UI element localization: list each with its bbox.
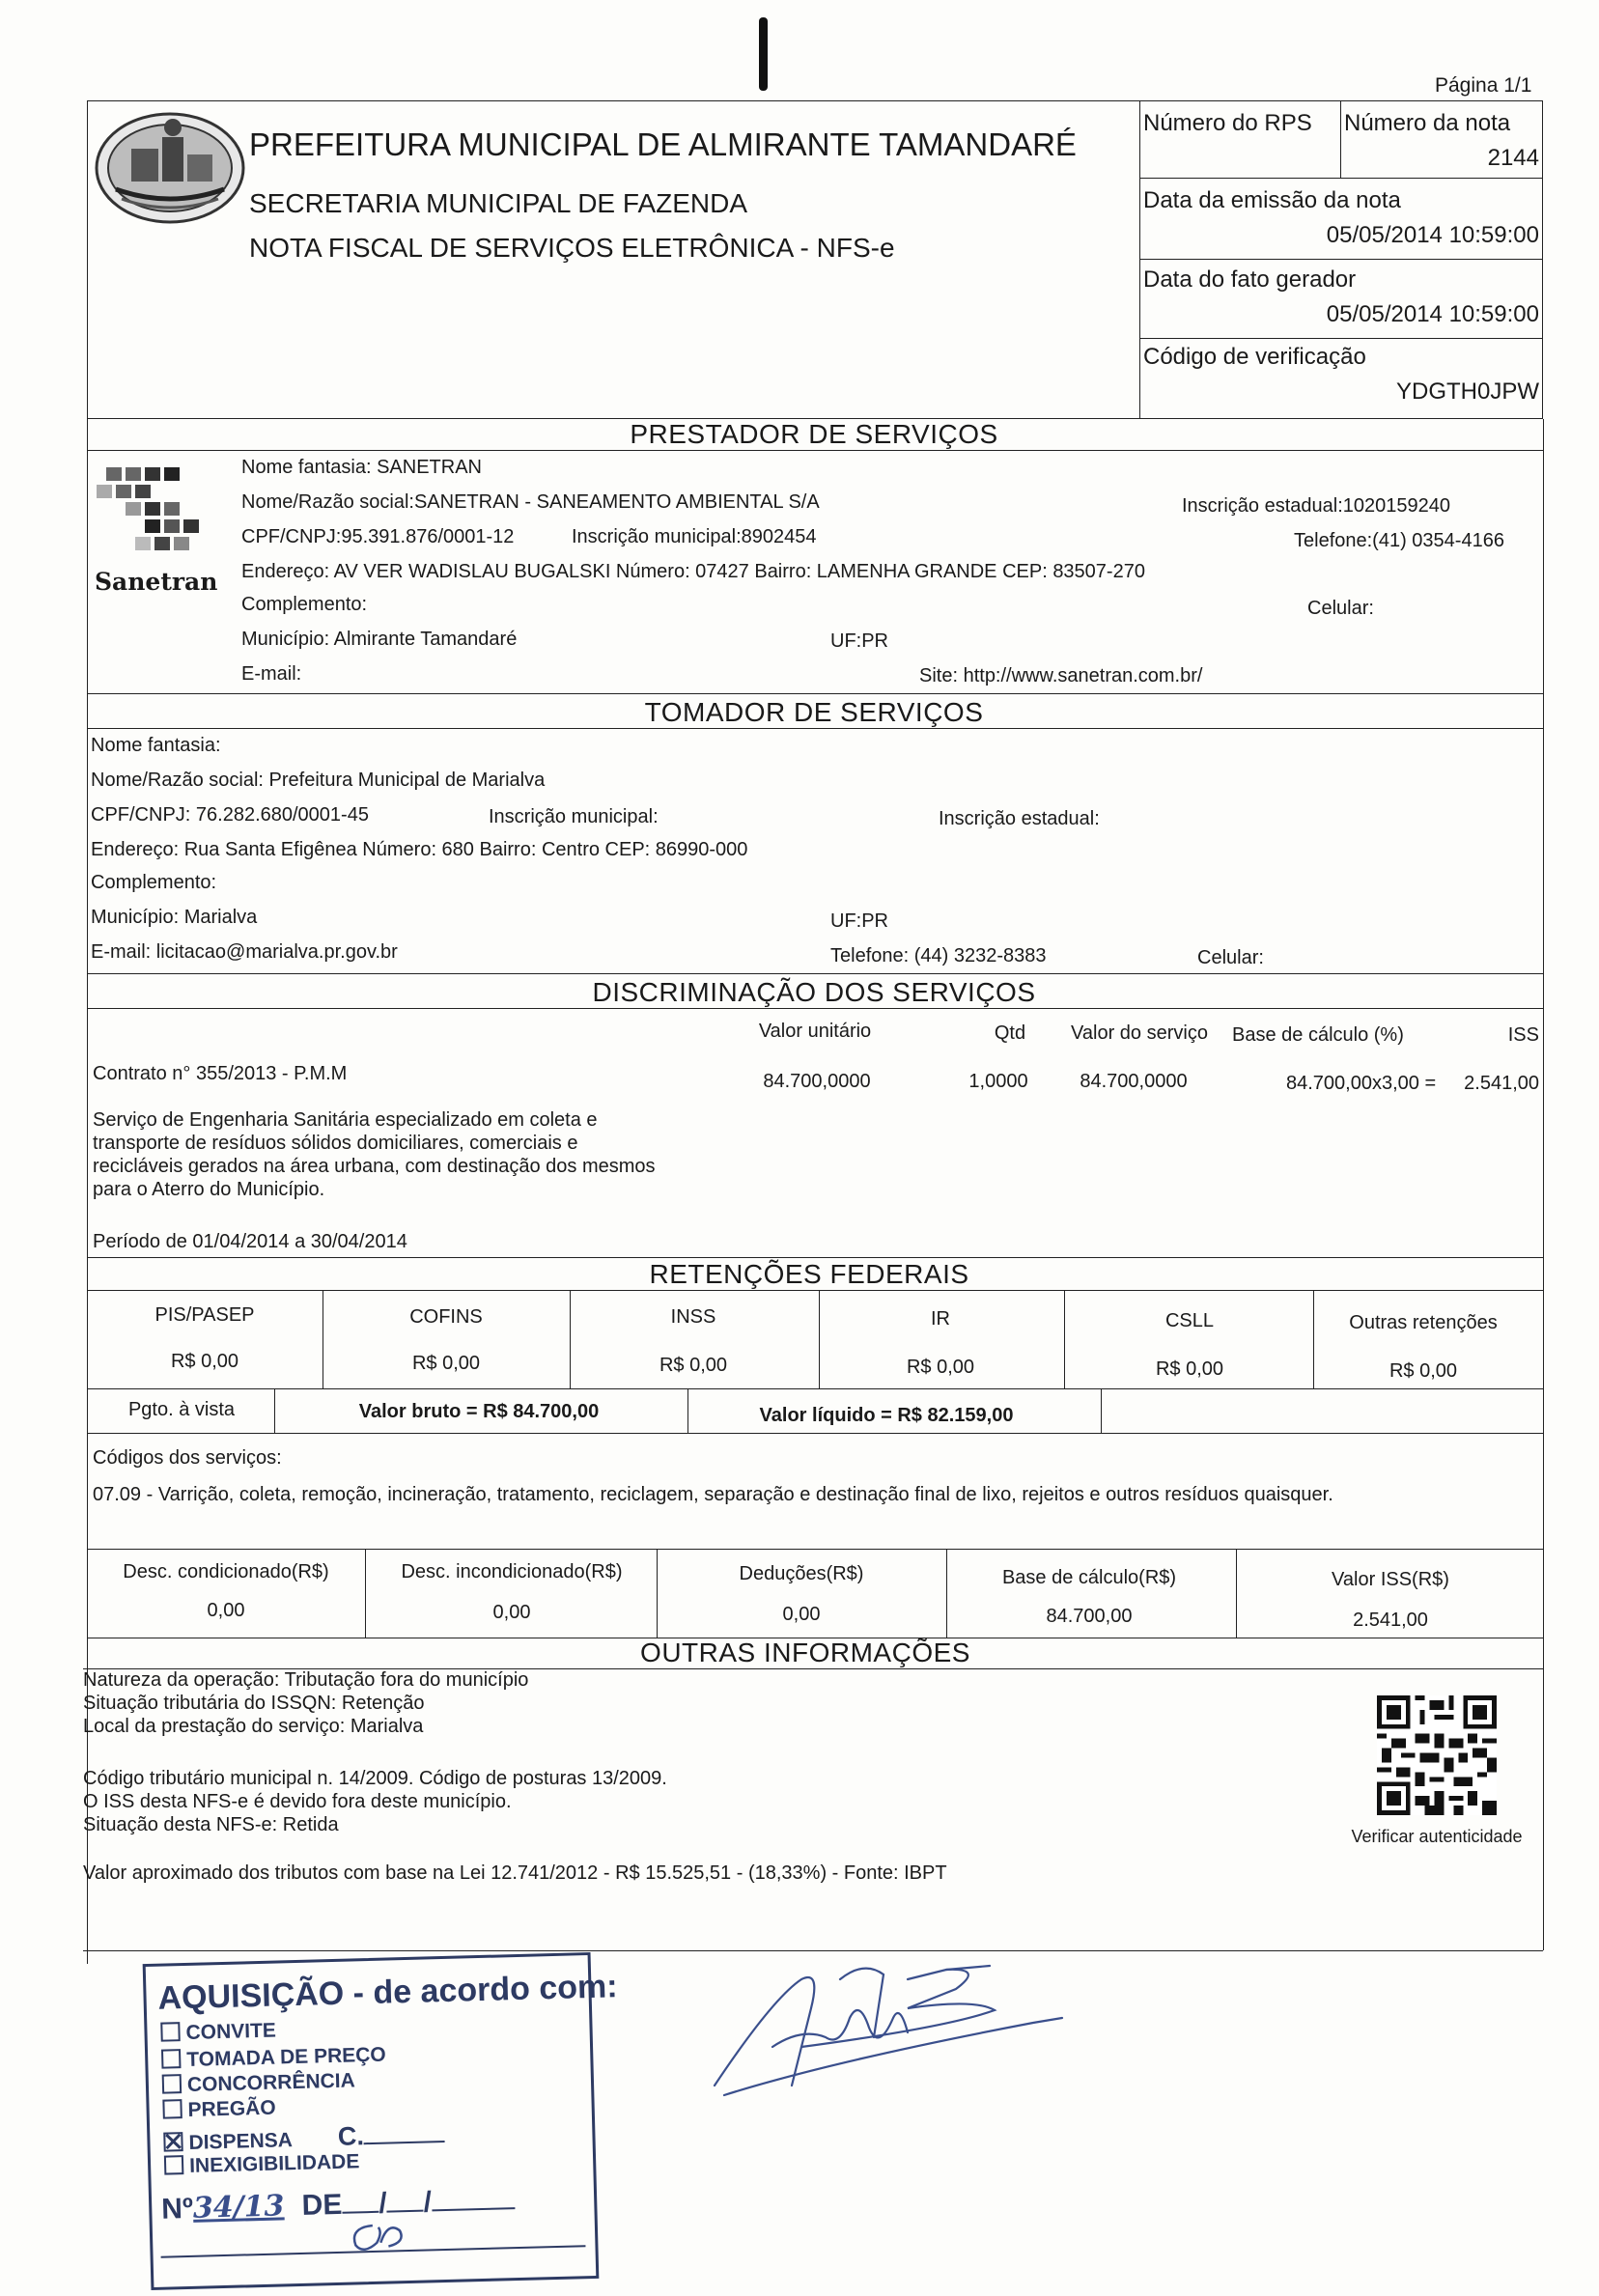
- ret-csll-label: CSLL: [1164, 1310, 1215, 1331]
- tomador-endereco: Endereço: Rua Santa Efigênea Número: 680 Bairro: Centro CEP: 86990-000: [91, 839, 748, 860]
- stamp-numero: Nº34/13 DE / /: [161, 2183, 516, 2226]
- ret-outras-value: R$ 0,00: [1389, 1360, 1458, 1382]
- situacao-tributaria: Situação tributária do ISSQN: Retenção: [83, 1693, 425, 1714]
- stamp-initials-icon: [344, 2213, 412, 2259]
- valor-servico: 84.700,0000: [1080, 1071, 1188, 1092]
- fato-gerador-date: 05/05/2014 10:59:00: [1326, 301, 1539, 327]
- stamp-title: AQUISIÇÃO - de acordo com:: [157, 1968, 618, 2017]
- fato-gerador-label: Data do fato gerador: [1143, 266, 1357, 293]
- prestador-nome-fantasia: Nome fantasia: SANETRAN: [241, 457, 482, 478]
- stamp-c-label: C.: [337, 2121, 365, 2151]
- tomador-email: E-mail: licitacao@marialva.pr.gov.br: [91, 941, 398, 963]
- desc-condicionado-value: 0,00: [207, 1600, 245, 1621]
- valor-iss-total: 2.541,00: [1353, 1610, 1428, 1631]
- qr-code-icon[interactable]: [1377, 1695, 1497, 1815]
- acquisition-stamp: [143, 1952, 618, 2290]
- tomador-cnpj: CPF/CNPJ: 76.282.680/0001-45: [91, 804, 369, 826]
- tomador-telefone: Telefone: (44) 3232-8383: [830, 945, 1047, 966]
- checkbox-icon: [162, 2099, 182, 2119]
- ret-ir-label: IR: [931, 1308, 950, 1330]
- periodo: Período de 01/04/2014 a 30/04/2014: [93, 1231, 407, 1252]
- valor-unitario: 84.700,0000: [763, 1071, 871, 1092]
- prestador-complemento: Complemento:: [241, 594, 368, 615]
- ret-pis-value: R$ 0,00: [170, 1351, 239, 1372]
- ret-outras-label: Outras retenções: [1349, 1312, 1498, 1333]
- prestador-site: Site: http://www.sanetran.com.br/: [919, 665, 1203, 686]
- prestador-uf: UF:PR: [830, 630, 888, 652]
- desc-incondicionado-label: Desc. incondicionado(R$): [401, 1561, 623, 1582]
- nota-number: 2144: [1487, 145, 1539, 171]
- checkbox-icon: [164, 2155, 184, 2175]
- descricao-line-3: recicláveis gerados na área urbana, com destinação dos mesmos: [93, 1156, 656, 1177]
- deducoes-label: Deduções(R$): [739, 1563, 864, 1584]
- ret-ir-value: R$ 0,00: [906, 1357, 975, 1378]
- valor-iss-label: Valor ISS(R$): [1332, 1569, 1449, 1590]
- valor-tributos: Valor aproximado dos tributos com base na Lei 12.741/2012 - R$ 15.525,51 - (18,33%) - Fonte: IBPT: [83, 1862, 947, 1884]
- document-type: NOTA FISCAL DE SERVIÇOS ELETRÔNICA - NFS-e: [249, 233, 895, 263]
- checked-box-icon: [163, 2132, 183, 2152]
- outras-section-title: OUTRAS INFORMAÇÕES: [640, 1638, 970, 1667]
- prestador-telefone: Telefone:(41) 0354-4166: [1294, 530, 1504, 551]
- base-calculo-label: Base de cálculo(R$): [1001, 1567, 1177, 1588]
- desc-condicionado-label: Desc. condicionado(R$): [123, 1561, 329, 1582]
- tomador-uf: UF:PR: [830, 910, 888, 932]
- city-seal-icon: [93, 108, 249, 228]
- contrato: Contrato n° 355/2013 - P.M.M: [93, 1063, 348, 1084]
- discriminacao-section-title: DISCRIMINAÇÃO DOS SERVIÇOS: [592, 977, 1036, 1007]
- codigo-label: Código de verificação: [1143, 344, 1366, 370]
- tomador-razao-social: Nome/Razão social: Prefeitura Municipal de Marialva: [91, 770, 546, 791]
- descricao-line-1: Serviço de Engenharia Sanitária especializado em coleta e: [93, 1109, 598, 1131]
- base-calculo-total: 84.700,00: [1046, 1606, 1133, 1627]
- page-subtitle: SECRETARIA MUNICIPAL DE FAZENDA: [249, 188, 748, 218]
- prestador-municipio: Município: Almirante Tamandaré: [241, 629, 518, 650]
- ret-inss-value: R$ 0,00: [659, 1355, 728, 1376]
- prestador-cnpj: CPF/CNPJ:95.391.876/0001-12: [241, 526, 515, 547]
- ret-cofins-label: COFINS: [409, 1306, 483, 1328]
- base-calculo-value: 84.700,00x3,00 =: [1286, 1073, 1437, 1094]
- prestador-celular: Celular:: [1307, 598, 1374, 619]
- col-iss: ISS: [1507, 1024, 1539, 1046]
- ret-pis-label: PIS/PASEP: [154, 1304, 255, 1326]
- local-prestacao: Local da prestação do serviço: Marialva: [83, 1716, 424, 1737]
- sanetran-logo-text: Sanetran: [95, 568, 218, 596]
- tomador-municipio: Município: Marialva: [91, 907, 258, 928]
- deducoes-value: 0,00: [782, 1604, 821, 1625]
- stamp-option-convite: CONVITE: [160, 2020, 276, 2046]
- signature-icon: [657, 1941, 1081, 2134]
- stamp-option-tomada: TOMADA DE PREÇO: [161, 2044, 386, 2073]
- ret-csll-value: R$ 0,00: [1155, 1358, 1224, 1380]
- stamp-option-pregao: PREGÃO: [162, 2097, 276, 2123]
- tomador-inscricao-estadual: Inscrição estadual:: [939, 808, 1100, 829]
- checkbox-icon: [162, 2074, 182, 2094]
- page-title: PREFEITURA MUNICIPAL DE ALMIRANTE TAMANDARÉ: [249, 126, 1077, 162]
- col-qtd: Qtd: [994, 1022, 1026, 1044]
- checkbox-icon: [161, 2049, 182, 2069]
- col-valor-unitario: Valor unitário: [758, 1021, 872, 1042]
- prestador-inscricao-estadual: Inscrição estadual:1020159240: [1182, 495, 1450, 517]
- stamp-numero-value: 34/13: [192, 2189, 285, 2226]
- tomador-section-title: TOMADOR DE SERVIÇOS: [644, 697, 984, 727]
- emissao-date: 05/05/2014 10:59:00: [1326, 222, 1539, 248]
- prestador-razao-social: Nome/Razão social:SANETRAN - SANEAMENTO AMBIENTAL S/A: [241, 491, 820, 513]
- prestador-email: E-mail:: [241, 663, 302, 685]
- tomador-celular: Celular:: [1197, 947, 1264, 968]
- codigos-label: Códigos dos serviços:: [93, 1447, 282, 1469]
- page-number: Página 1/1: [1435, 74, 1532, 97]
- col-valor-servico: Valor do serviço: [1071, 1022, 1208, 1044]
- valor-liquido: Valor líquido = R$ 82.159,00: [759, 1405, 1014, 1426]
- pgto-a-vista: Pgto. à vista: [127, 1399, 236, 1420]
- emissao-label: Data da emissão da nota: [1143, 187, 1401, 213]
- descricao-line-4: para o Aterro do Município.: [93, 1179, 325, 1200]
- descricao-line-2: transporte de resíduos sólidos domiciliares, comerciais e: [93, 1133, 578, 1154]
- stamp-option-concorrencia: CONCORRÊNCIA: [162, 2069, 355, 2097]
- stamp-option-inexigibilidade: INEXIGIBILIDADE: [164, 2150, 360, 2178]
- natureza-operacao: Natureza da operação: Tributação fora do município: [83, 1669, 529, 1691]
- codigo-verificacao: YDGTH0JPW: [1395, 378, 1539, 405]
- col-base-calculo: Base de cálculo (%): [1232, 1024, 1404, 1046]
- sanetran-logo: [91, 462, 226, 597]
- situacao-nfse: Situação desta NFS-e: Retida: [83, 1814, 339, 1835]
- codigo-tributario: Código tributário municipal n. 14/2009. Código de posturas 13/2009.: [83, 1768, 667, 1789]
- nota-label: Número da nota: [1344, 110, 1511, 136]
- qtd: 1,0000: [968, 1071, 1028, 1092]
- checkbox-icon: [160, 2022, 181, 2042]
- codigos-text: 07.09 - Varrição, coleta, remoção, incineração, tratamento, reciclagem, separação e destinação final de lixo, rejeitos e outros resíduos quaisquer.: [93, 1484, 1333, 1505]
- punch-mark: [759, 17, 768, 91]
- rps-label: Número do RPS: [1143, 110, 1312, 136]
- verificar-autenticidade-link[interactable]: Verificar autenticidade: [1351, 1827, 1523, 1846]
- ret-cofins-value: R$ 0,00: [411, 1353, 481, 1374]
- desc-incondicionado-value: 0,00: [492, 1602, 531, 1623]
- iss-devido: O ISS desta NFS-e é devido fora deste município.: [83, 1791, 512, 1812]
- ret-inss-label: INSS: [670, 1306, 716, 1328]
- tomador-inscricao-municipal: Inscrição municipal:: [489, 806, 659, 827]
- tomador-complemento: Complemento:: [91, 872, 217, 893]
- valor-bruto: Valor bruto = R$ 84.700,00: [358, 1401, 600, 1422]
- stamp-option-dispensa: DISPENSA C.: [163, 2119, 445, 2157]
- prestador-section-title: PRESTADOR DE SERVIÇOS: [630, 419, 998, 449]
- prestador-inscricao-municipal: Inscrição municipal:8902454: [572, 526, 817, 547]
- prestador-endereco: Endereço: AV VER WADISLAU BUGALSKI Número: 07427 Bairro: LAMENHA GRANDE CEP: 83507-270: [241, 561, 1145, 582]
- retencoes-section-title: RETENÇÕES FEDERAIS: [649, 1259, 969, 1289]
- tomador-nome-fantasia: Nome fantasia:: [91, 735, 221, 756]
- iss-value: 2.541,00: [1464, 1073, 1539, 1094]
